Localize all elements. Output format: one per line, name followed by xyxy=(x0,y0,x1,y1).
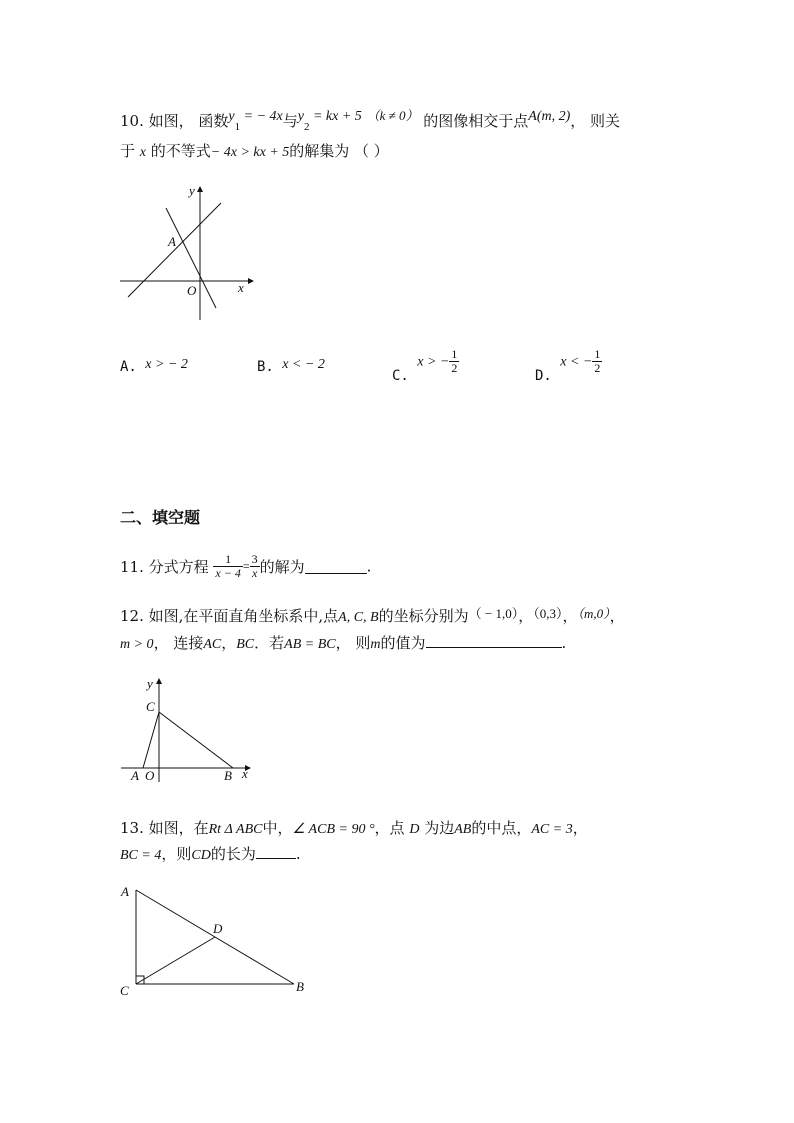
q12-m: m xyxy=(370,637,381,652)
q13-line-2 xyxy=(120,843,301,864)
q10-y1: y xyxy=(228,109,235,124)
q10-inequality: − 4x > kx + 5 xyxy=(210,145,290,160)
q13-end: . xyxy=(295,845,301,863)
q10-option-b-letter: B. xyxy=(257,359,274,375)
q10-point: A(m, 2) xyxy=(528,109,571,124)
q10-y1-rhs: = − 4x xyxy=(240,109,283,124)
q12-fig-point-c: C xyxy=(146,699,155,714)
q12-line2-c: ， 则 xyxy=(335,634,371,652)
q10-option-d-fraction xyxy=(592,348,602,375)
q10-y2: y xyxy=(297,109,304,124)
q10-fig-origin: O xyxy=(187,283,197,298)
q10-line2-c: 的解集为 （ ） xyxy=(289,142,389,160)
q10-option-c-letter: C. xyxy=(392,367,409,384)
q12-line2-d: 的值为 xyxy=(380,634,426,652)
q10-line-y2 xyxy=(128,203,221,297)
q10-line-1 xyxy=(120,110,620,133)
q10-fig-y-label: y xyxy=(189,183,195,198)
q11-end: . xyxy=(366,557,372,576)
q12-fig-point-a: A xyxy=(131,768,139,783)
q10-line1-end: ， 则关 xyxy=(570,112,621,130)
q12-comma: ， xyxy=(221,634,237,652)
q11-equals: = xyxy=(242,559,250,573)
q13-angle: ∠ ACB = 90 ° xyxy=(292,822,375,837)
q13-rt-triangle: Rt Δ ABC xyxy=(208,822,263,837)
q10-fig-x-label: x xyxy=(238,280,244,295)
q12-answer-blank[interactable] xyxy=(426,633,562,648)
q12-coord-b: （m,0） xyxy=(577,606,610,621)
q13-line1-e: 的中点， xyxy=(471,819,532,837)
q10-option-b[interactable] xyxy=(257,359,325,376)
q12-sep-3: ， xyxy=(609,607,625,625)
q12-equation: AB = BC xyxy=(284,637,336,652)
q11-num-left: 1 xyxy=(213,553,242,567)
q10-option-c-den: 2 xyxy=(451,361,458,375)
q12-fig-y-label: y xyxy=(147,676,153,691)
q10-line2-a: 于 xyxy=(120,142,140,160)
q12-line-1 xyxy=(120,605,625,626)
q12-line2-b: ．若 xyxy=(254,634,285,652)
q11-fraction-right xyxy=(250,553,260,580)
q10-y-arrow xyxy=(197,186,203,192)
q12-sep-2: ， xyxy=(562,607,578,625)
q10-intersect-text: 的图像相交于点 xyxy=(418,112,529,130)
q10-intro: 10. 如图， 函数 xyxy=(120,112,229,130)
q10-option-d-den: 2 xyxy=(594,361,601,375)
q10-option-a-letter: A. xyxy=(120,359,137,375)
q10-option-a-expr: x > − 2 xyxy=(145,357,188,372)
q12-segment-ac xyxy=(143,712,159,768)
q12-fig-x-label: x xyxy=(242,766,248,781)
q13-median-cd xyxy=(136,937,215,984)
q13-bc-value: BC = 4 xyxy=(120,848,162,863)
q13-d: D xyxy=(409,822,420,837)
q10-option-d-num: 1 xyxy=(594,347,601,361)
q13-line1-b: 中， xyxy=(262,819,293,837)
q12-bc: BC xyxy=(236,637,255,652)
q12-fig-origin: O xyxy=(145,768,155,783)
q13-answer-blank[interactable] xyxy=(256,844,296,859)
q10-conj: 与 xyxy=(282,112,298,130)
q12-sep-1: ， xyxy=(518,607,534,625)
q10-y1-sub: 1 xyxy=(234,121,241,133)
q12-segment-cb xyxy=(159,712,233,768)
q10-x-arrow xyxy=(248,278,254,284)
q13-figure xyxy=(112,878,312,1003)
q13-ac-value: AC = 3 xyxy=(531,822,573,837)
q11-prefix: 11. 分式方程 xyxy=(120,558,209,576)
q13-line2-a: ，则 xyxy=(161,845,192,863)
q10-y2-rhs: = kx + 5 xyxy=(309,109,362,124)
q10-fig-point-a: A xyxy=(168,234,176,249)
q10-line-2 xyxy=(120,140,389,161)
question-11 xyxy=(120,553,371,580)
q11-answer-blank[interactable] xyxy=(305,559,367,574)
q12-line1-a: 12. 如图,在平面直角坐标系中,点 xyxy=(120,607,339,625)
q12-coord-c: （0,3） xyxy=(533,606,563,621)
q10-condition: （k ≠ 0） xyxy=(366,108,419,123)
q10-option-d-expr: x < − xyxy=(560,354,593,370)
q13-fig-point-c: C xyxy=(120,983,129,998)
q12-y-arrow xyxy=(156,678,162,684)
q13-fig-point-b: B xyxy=(296,979,304,994)
q13-cd: CD xyxy=(191,848,211,863)
section-title: 二、填空题 xyxy=(120,508,201,527)
q12-end: . xyxy=(561,634,567,652)
q10-option-d-letter: D. xyxy=(535,367,552,384)
q12-line-2 xyxy=(120,632,566,653)
q10-line2-b: 的不等式 xyxy=(146,142,211,160)
q11-suffix: 的解为 xyxy=(259,558,305,576)
q10-option-c[interactable] xyxy=(392,347,459,384)
q12-fig-point-b: B xyxy=(224,768,232,783)
q12-points: A, C, B xyxy=(338,610,379,625)
q11-fraction-left xyxy=(213,553,242,580)
q13-fig-point-d: D xyxy=(213,921,223,936)
q13-line1-f: ， xyxy=(572,819,588,837)
q11-num-right: 3 xyxy=(251,552,258,566)
q13-line2-b: 的长为 xyxy=(210,845,256,863)
q11-den-left: x − 4 xyxy=(215,566,241,580)
q13-line1-a: 13. 如图，在 xyxy=(120,819,209,837)
q10-option-b-expr: x < − 2 xyxy=(282,357,325,372)
q12-coord-a: （ − 1,0） xyxy=(468,606,519,621)
q12-line2-a: ， 连接 xyxy=(153,634,204,652)
q10-option-c-expr: x > − xyxy=(417,354,450,370)
q13-fig-point-a: A xyxy=(121,884,129,899)
q10-option-c-fraction xyxy=(449,348,459,375)
q12-condition: m > 0 xyxy=(120,637,154,652)
q10-option-d[interactable] xyxy=(535,347,602,384)
q11-den-right: x xyxy=(251,566,258,580)
q10-figure xyxy=(110,180,260,330)
q10-option-c-num: 1 xyxy=(451,347,458,361)
q13-line1-d: 为边 xyxy=(419,819,455,837)
q10-line2-x: x xyxy=(139,145,146,160)
q10-y2-sub: 2 xyxy=(303,121,310,133)
q12-figure xyxy=(115,672,265,787)
q13-ab: AB xyxy=(454,822,472,837)
q10-option-a[interactable] xyxy=(120,359,188,376)
q12-ac: AC xyxy=(203,637,222,652)
q13-line-1 xyxy=(120,817,588,838)
q12-line1-b: 的坐标分别为 xyxy=(378,607,469,625)
q13-line1-c: ，点 xyxy=(374,819,410,837)
